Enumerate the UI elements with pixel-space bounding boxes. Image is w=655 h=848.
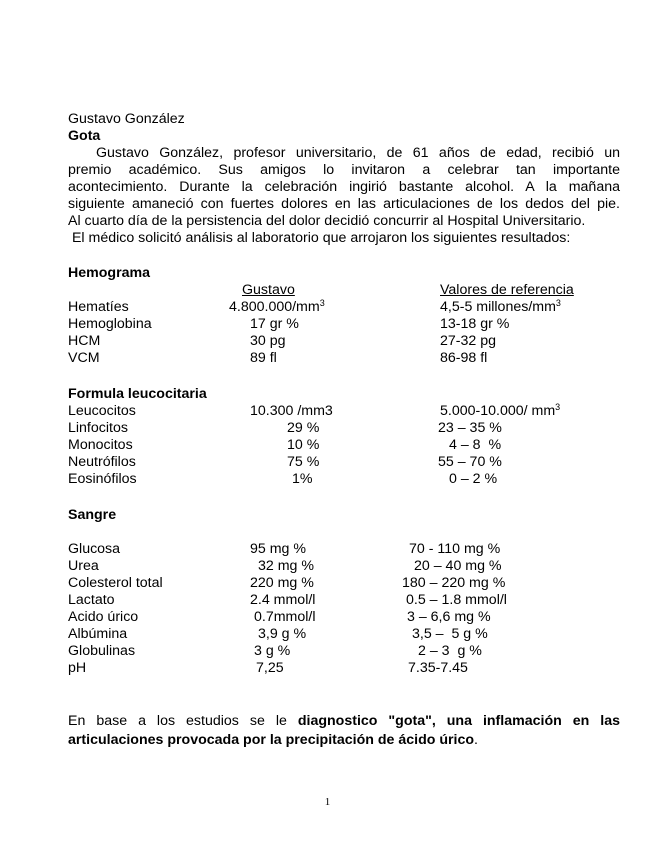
row-label: Urea [68,558,99,574]
row-reference: 27-32 pg [440,333,497,349]
row-reference: 3 – 6,6 mg % [407,609,491,625]
row-value: 17 gr % [250,316,299,332]
document-title: Gota [68,128,101,144]
row-reference: 20 – 40 mg % [414,558,502,574]
intro-line: Gustavo González, profesor universitario, de 61 años de edad, recibió un [96,145,620,161]
row-label: Leucocitos [68,403,136,419]
page-number: 1 [324,796,331,808]
row-label: Globulinas [68,643,136,659]
row-reference: 13-18 gr % [440,316,510,332]
row-value: 3,9 g % [258,626,307,642]
row-value: 2.4 mmol/l [250,592,316,608]
row-label: Monocitos [68,437,133,453]
row-reference: 2 – 3 g % [418,643,482,659]
row-value: 30 pg [250,333,286,349]
row-label: Linfocitos [68,420,128,436]
row-value: 1% [292,471,313,487]
row-reference: 0 – 2 % [449,471,498,487]
row-value: 10 % [287,437,320,453]
row-value: 89 fl [250,350,277,366]
row-value: $4.800.000/mm^3$ [229,298,325,315]
row-value: 0.7mmol/l [254,609,316,625]
row-reference: 55 – 70 % [438,454,502,470]
intro-line: Al cuarto día de la persistencia del dolor decidió concurrir al Hospital Universitario. [68,213,586,229]
row-label: Acido úrico [68,609,139,625]
row-label: Lactato [68,592,115,608]
row-value: 10.300 /mm3 [250,403,333,419]
leucocitaria-title: Formula leucocitaria [68,386,207,402]
row-label: Hemoglobina [68,316,152,332]
row-reference: 7.35-7.45 [408,660,468,676]
row-reference: 86-98 fl [440,350,488,366]
row-value: 7,25 [256,660,284,676]
row-value: 95 mg % [250,541,306,557]
row-reference: 3,5 – 5 g % [412,626,488,642]
row-label: Hematíes [68,299,129,315]
row-reference: 4 – 8 % [449,437,502,453]
row-label: Eosinófilos [68,471,137,487]
row-value: 32 mg % [258,558,314,574]
row-reference: 23 – 35 % [438,420,502,436]
row-label: VCM [68,350,100,366]
row-value: 220 mg % [250,575,314,591]
row-label: Glucosa [68,541,121,557]
sangre-title: Sangre [68,507,117,523]
row-reference: 180 – 220 mg % [402,575,506,591]
intro-line: acontecimiento. Durante la celebración ingirió bastante alcohol. A la mañana [68,179,620,195]
row-value: 75 % [287,454,320,470]
row-label: Albúmina [68,626,128,642]
row-reference: 70 - 110 mg % [409,541,501,557]
row-label: pH [68,660,87,676]
hemograma-title: Hemograma [68,265,151,281]
intro-line: premio académico. Sus amigos lo invitaron a celebrar tan importante [68,162,620,178]
row-value: 3 g % [254,643,291,659]
reference-column-header: Valores de referencia [440,282,574,298]
intro-line: El médico solicitó análisis al laboratorio que arrojaron los siguientes resultados: [68,230,571,246]
patient-column-header: Gustavo [242,282,295,298]
row-reference: 4,5-5 millones/$mm^3$ [440,298,561,315]
row-label: HCM [68,333,101,349]
author-name: Gustavo González [68,111,185,127]
row-reference: 0.5 – 1.8 mmol/l [406,592,507,608]
row-label: Colesterol total [68,575,163,591]
row-value: 29 % [287,420,320,436]
row-label: Neutrófilos [68,454,136,470]
row-reference: 5.000-10.000/ $mm^3$ [440,402,561,419]
intro-line: siguiente amaneció con fuertes dolores en las articulaciones de los dedos del pie. [68,196,620,212]
conclusion-paragraph: En base a los estudios se le diagnostico "gota", una inflamación en las articulaciones provocada por la precipitación de ácido úrico. [68,713,621,748]
